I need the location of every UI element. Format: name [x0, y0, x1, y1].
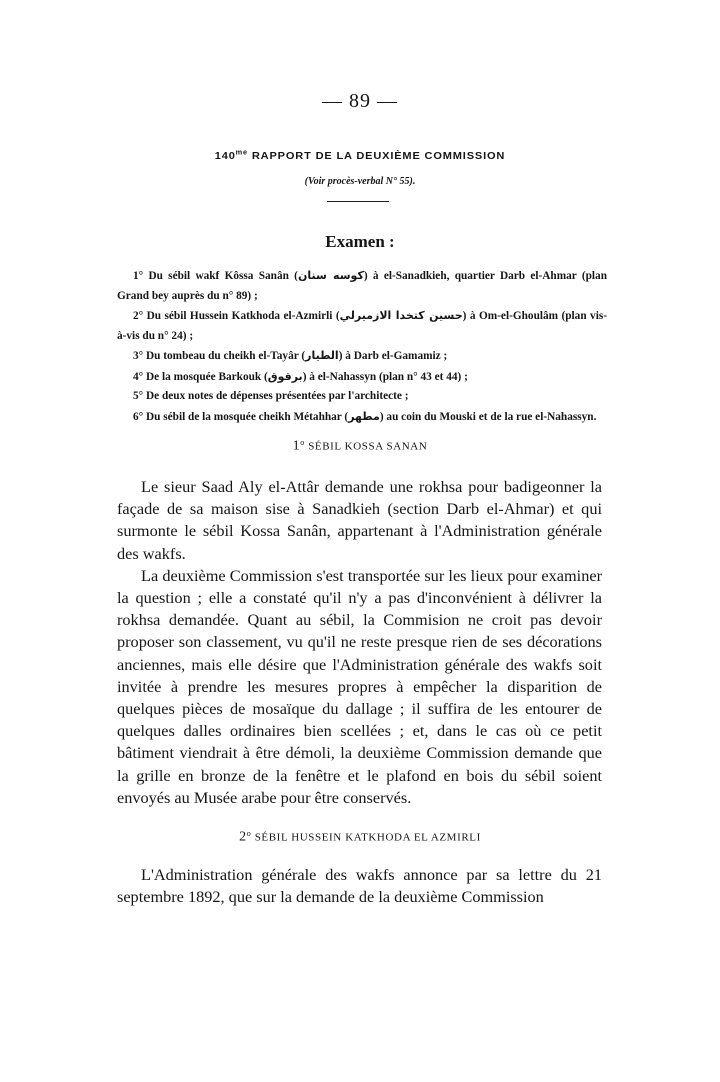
list-item: 3° Du tombeau du cheikh el-Tayâr (الطيار) à Darb el-Gamamiz ;	[133, 349, 448, 362]
paragraph: Le sieur Saad Aly el-Attâr demande une rokhsa pour badigeonner la façade de sa maison sise à Sanadkieh (section Darb el-Ahmar) et qui surmonte le sébil Kossa Sanân, appartenant à l'Administration générale des wakfs.	[117, 477, 602, 563]
arabic-name: الطيار	[305, 349, 339, 362]
arabic-name: حسين كتخدا الازميرلي	[339, 309, 463, 322]
arabic-name: كوسه سنان	[297, 269, 364, 282]
paragraph: L'Administration générale des wakfs annonce par sa lettre du 21 septembre 1892, que sur la demande de la deuxième Commission	[117, 865, 602, 907]
list-item: 6° Du sébil de la mosquée cheikh Métahhar (مطهر) au coin du Mouski et de la rue el-Nahassyn.	[133, 409, 597, 423]
list-item: 5° De deux notes de dépenses présentées par l'architecte ;	[133, 390, 409, 402]
list-item: 1° Du sébil wakf Kôssa Sanân (كوسه سنان) à el-Sanadkieh, quartier Darb el-Ahmar (plan Grand bey auprès du n° 89) ;	[117, 269, 607, 302]
section-2-body	[117, 864, 602, 908]
examen-items-list	[117, 266, 607, 427]
arabic-name: برقوق	[267, 369, 303, 383]
section-title: SÉBIL KOSSA SANAN	[308, 440, 428, 453]
examen-heading: Examen :	[325, 232, 395, 251]
page-number: — 89 —	[322, 90, 398, 112]
section-title: SÉBIL HUSSEIN KATKHODA EL AZMIRLI	[254, 831, 481, 844]
list-item: 4° De la mosquée Barkouk (برقوق) à el-Nahassyn (plan n° 43 et 44) ;	[133, 369, 468, 383]
report-subtitle: (Voir procès-verbal N° 55).	[304, 176, 416, 187]
report-title	[0, 150, 720, 162]
report-number-suffix: me	[235, 149, 248, 157]
section-1-body	[117, 476, 602, 809]
paragraph: La deuxième Commission s'est transportée sur les lieux pour examiner la question ; elle a constaté qu'il n'y a pas d'inconvénient à délivrer la rokhsa demandée. Quant au sébil, la Commision ne croit pas devoir proposer son classement, vu qu'il ne reste presque rien de ses décorations anciennes, mais elle désire que l'Administration générale des wakfs soit invitée à prendre les mesures propres à empêcher la disparition de quelques pièces de mosaïque du dallage ; il suffira de les entourer de quelques dalles ordinaires bien scellées ; et, dans le cas où ce petit bâtiment viendrait à être démoli, la deuxième Commission demande que la grille en bronze de la fenêtre et le plafond en bois du sébil soient envoyés au Musée arabe pour être conservés.	[117, 565, 602, 807]
report-title-text: RAPPORT DE LA DEUXIÈME COMMISSION	[251, 150, 506, 162]
report-number: 140	[214, 150, 236, 162]
section-heading-1: 1$^o$ SÉBIL KOSSA SANAN	[292, 438, 428, 454]
list-item: 2° Du sébil Hussein Katkhoda el-Azmirli (حسين كتخدا الازميرلي) à Om-el-Ghoulâm (plan vis-à-vis du n° 24) ;	[117, 309, 608, 342]
section-heading-2: 2$^o$ SÉBIL HUSSEIN KATKHODA EL AZMIRLI	[239, 829, 481, 845]
divider-rule	[327, 201, 389, 202]
arabic-name: مطهر	[348, 409, 380, 423]
